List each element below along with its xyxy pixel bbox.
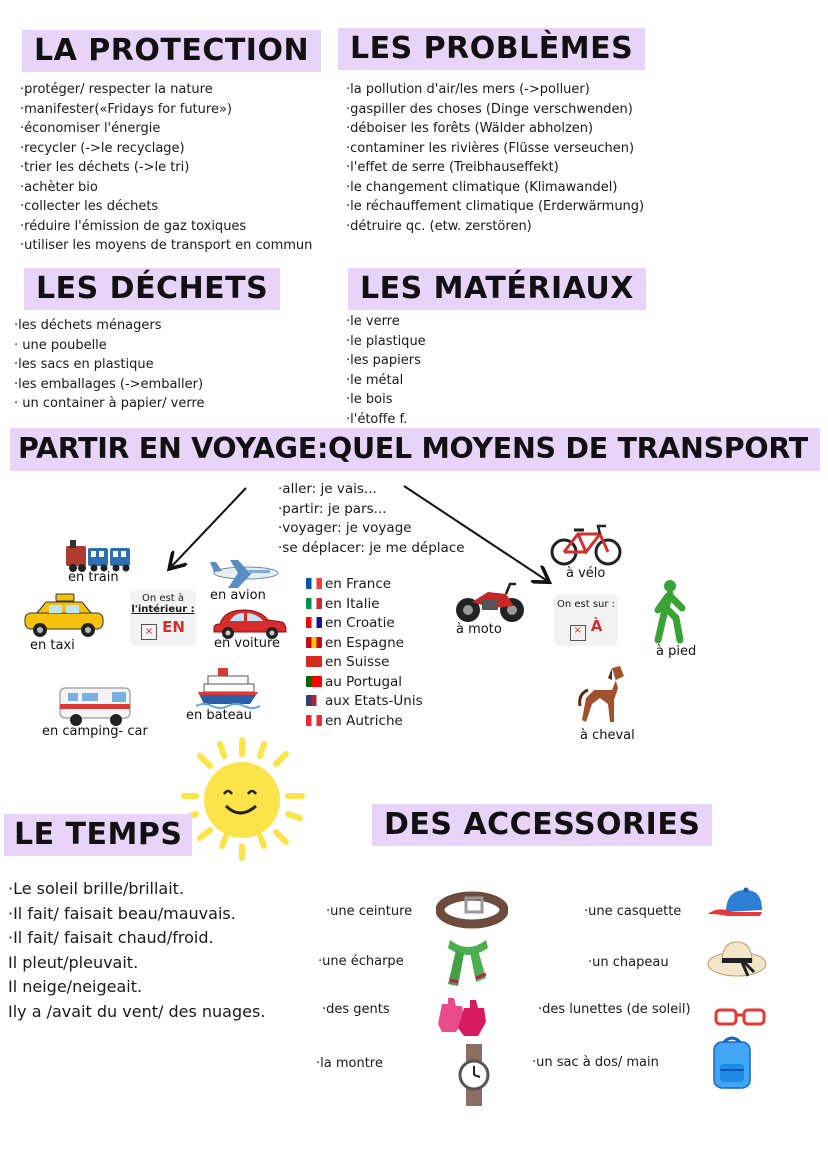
- list-item: Ily a /avait du vent/ des nuages.: [8, 1001, 266, 1021]
- camper-icon: [56, 682, 134, 730]
- flag-icon: [306, 715, 322, 726]
- list-item: ·le verre: [346, 314, 400, 329]
- waste-title: LES DÉCHETS: [24, 268, 280, 310]
- list-item: ·économiser l'énergie: [20, 121, 161, 136]
- list-item: ·contaminer les rivières (Flüsse verseuchen): [346, 140, 635, 156]
- bicycle-icon: [548, 520, 624, 568]
- list-item: ·manifester(«Fridays for future»): [20, 101, 232, 117]
- list-item: ·le réchauffement climatique (Erderwärmung): [346, 199, 645, 214]
- walking-icon: [650, 578, 690, 644]
- car-icon: [210, 606, 288, 640]
- sticker-en: [130, 590, 196, 646]
- country-item: [306, 576, 391, 592]
- flag-icon: [306, 656, 322, 667]
- country-label: en France: [325, 576, 392, 592]
- backpack-icon: [708, 1034, 756, 1090]
- list-item: · un container à papier/ verre: [14, 396, 205, 411]
- watch-icon: [456, 1044, 492, 1106]
- flag-icon: [306, 578, 322, 589]
- arrow-right: [404, 486, 546, 580]
- list-item: ·voyager: je voyage: [278, 520, 412, 536]
- country-label: au Portugal: [325, 673, 403, 690]
- list-item: ·gaspiller des choses (Dinge verschwenden): [346, 101, 633, 117]
- accessory-belt: ·une ceinture: [326, 904, 413, 919]
- list-item: ·déboiser les forêts (Wälder abholzen): [346, 121, 594, 136]
- list-item: ·utiliser les moyens de transport en commun: [20, 238, 313, 253]
- list-item: ·se déplacer: je me déplace: [278, 539, 465, 556]
- accessory-bag: ·un sac à dos/ main: [532, 1055, 659, 1070]
- list-item: ·Il fait/ faisait beau/mauvais.: [8, 903, 236, 923]
- cap-icon: [706, 884, 764, 924]
- box-icon: ×: [570, 625, 586, 641]
- materials-title: LES MATÉRIAUX: [348, 268, 646, 310]
- sticker-en-word: EN: [162, 618, 185, 636]
- label-velo: à vélo: [566, 566, 606, 581]
- country-label: en Croatie: [325, 615, 395, 631]
- accessory-cap: ·une casquette: [584, 904, 682, 919]
- airplane-icon: [208, 556, 280, 590]
- list-item: ·l'étoffe f.: [346, 411, 408, 427]
- label-bateau: en bateau: [186, 708, 252, 723]
- problems-title: LES PROBLÈMES: [338, 28, 645, 70]
- list-item: ·collecter les déchets: [20, 199, 159, 214]
- accessory-hat: ·un chapeau: [588, 955, 669, 970]
- label-cheval: à cheval: [580, 728, 635, 743]
- hat-icon: [706, 936, 768, 980]
- accessory-watch: ·la montre: [316, 1056, 383, 1071]
- accessories-title: DES ACCESSORIES: [372, 804, 712, 846]
- weather-title: LE TEMPS: [4, 814, 192, 856]
- list-item: ·le changement climatique (Klimawandel): [346, 179, 618, 195]
- list-item: ·la pollution d'air/les mers (->polluer): [346, 82, 590, 97]
- label-pied: à pied: [656, 644, 697, 659]
- list-item: ·aller: je vais...: [278, 481, 377, 497]
- accessory-glasses: ·des lunettes (de soleil): [538, 1002, 691, 1017]
- belt-icon: [436, 888, 508, 932]
- box-icon: ×: [141, 624, 157, 640]
- label-moto: à moto: [456, 622, 502, 637]
- gloves-icon: [434, 994, 492, 1038]
- country-label: en Autriche: [325, 712, 403, 729]
- country-label: en Espagne: [325, 634, 404, 651]
- sticker-a: [554, 594, 618, 646]
- sun-icon: [170, 734, 320, 864]
- travel-title: PARTIR EN VOYAGE:QUEL MOYENS DE TRANSPORT: [10, 428, 820, 471]
- label-avion: en avion: [210, 588, 266, 603]
- motorcycle-icon: [452, 576, 528, 626]
- train-icon: [64, 538, 134, 574]
- list-item: ·partir: je pars...: [278, 500, 387, 517]
- sticker-en-line2: l'intérieur :: [131, 604, 195, 615]
- country-item: [306, 693, 423, 709]
- country-item: [306, 635, 404, 651]
- list-item: Il pleut/pleuvait.: [8, 952, 139, 972]
- flag-icon: [306, 617, 322, 628]
- sticker-a-line1: On est sur :: [556, 599, 616, 610]
- sticker-en-line1: On est à: [142, 593, 184, 604]
- accessory-scarf: ·une écharpe: [318, 954, 404, 969]
- flag-icon: [306, 598, 322, 609]
- taxi-icon: [22, 592, 106, 640]
- ship-icon: [196, 664, 260, 710]
- list-item: ·les sacs en plastique: [14, 357, 154, 372]
- list-item: ·Le soleil brille/brillait.: [8, 879, 185, 898]
- list-item: ·détruire qc. (etw. zerstören): [346, 218, 532, 234]
- country-item: [306, 596, 380, 612]
- sunglasses-icon: [714, 1006, 766, 1028]
- list-item: ·réduire l'émission de gaz toxiques: [20, 218, 247, 234]
- list-item: ·les déchets ménagers: [14, 318, 162, 333]
- horse-icon: [574, 664, 630, 726]
- arrow-left: [172, 488, 246, 566]
- list-item: ·le bois: [346, 392, 393, 407]
- weather-list: [8, 877, 265, 1024]
- country-label: en Italie: [325, 595, 380, 612]
- scarf-icon: [440, 934, 496, 990]
- list-item: · une poubelle: [14, 337, 107, 353]
- flag-icon: [306, 637, 322, 648]
- list-item: ·achèter bio: [20, 179, 98, 195]
- list-item: ·le plastique: [346, 333, 426, 349]
- list-item: ·le métal: [346, 372, 404, 388]
- accessory-gloves: ·des gents: [322, 1002, 390, 1017]
- country-item: [306, 615, 395, 631]
- list-item: ·trier les déchets (->le tri): [20, 160, 190, 175]
- list-item: ·protéger/ respecter la nature: [20, 82, 213, 97]
- list-item: ·l'effet de serre (Treibhauseffekt): [346, 160, 559, 175]
- label-voiture: en voiture: [214, 636, 281, 651]
- protection-title: LA PROTECTION: [22, 30, 321, 72]
- list-item: ·Il fait/ faisait chaud/froid.: [8, 928, 214, 947]
- sticker-a-word: À: [590, 617, 603, 635]
- country-label: en Suisse: [325, 654, 390, 670]
- country-item: [306, 674, 402, 690]
- label-taxi: en taxi: [30, 638, 75, 653]
- list-item: Il neige/neigeait.: [8, 977, 143, 996]
- label-train: en train: [68, 570, 119, 585]
- list-item: ·les papiers: [346, 353, 421, 368]
- list-item: ·recycler (->le recyclage): [20, 140, 185, 156]
- flag-icon: [306, 695, 322, 706]
- country-item: [306, 654, 389, 670]
- label-camping: en camping- car: [42, 724, 148, 739]
- country-label: aux Etats-Unis: [325, 693, 423, 709]
- country-item: [306, 713, 403, 729]
- list-item: ·les emballages (->emballer): [14, 376, 204, 392]
- flag-icon: [306, 676, 322, 687]
